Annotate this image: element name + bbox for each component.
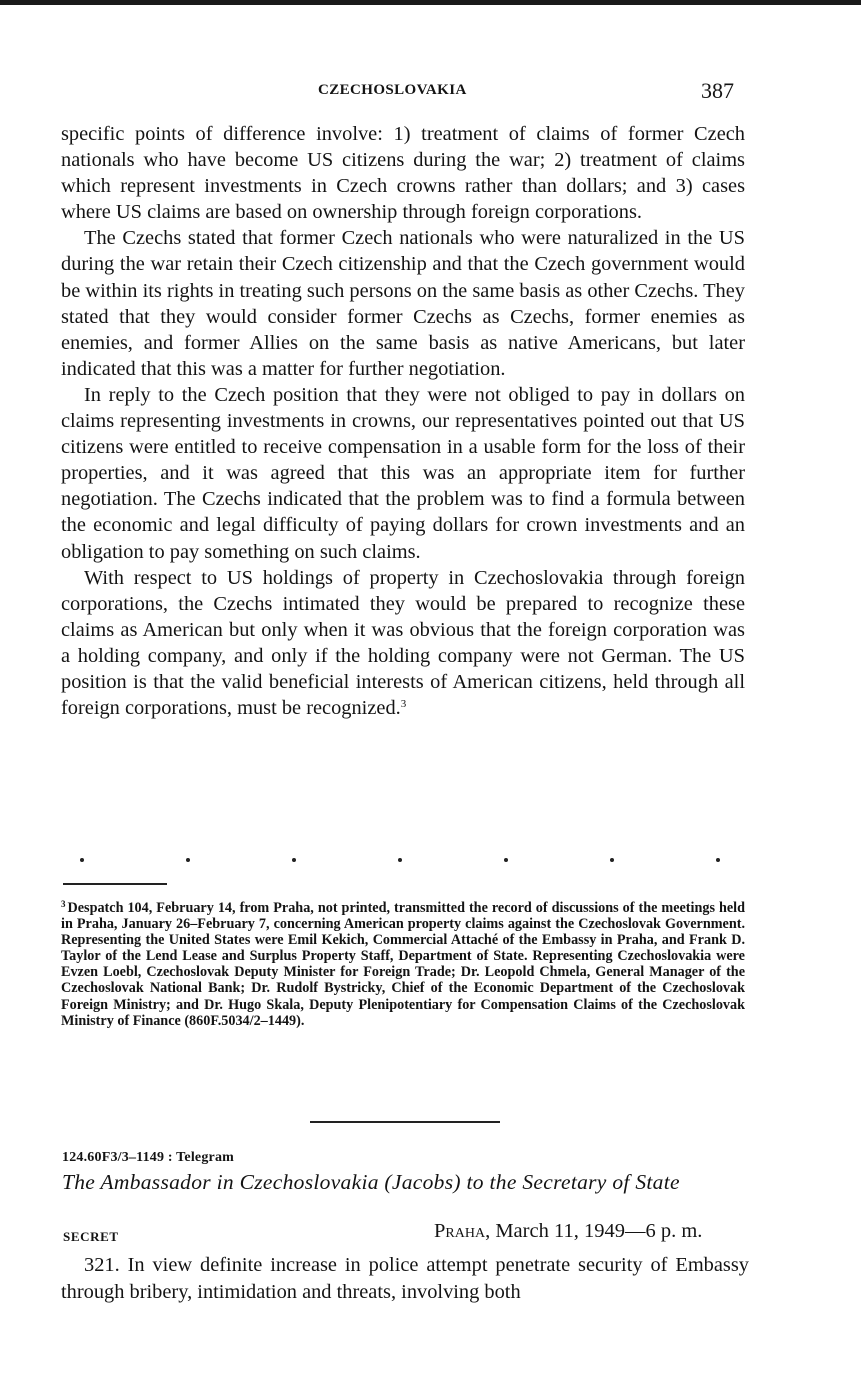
page-number: 387	[701, 78, 734, 103]
body-paragraph: In reply to the Czech position that they were not obliged to pay in dollars on claims representing investments in crowns, our representatives pointed out that US citizens were entitled to receive compensation in a usable form for the loss of their properties, and it was agreed that this was an appropriate item for further negotiation. The Czechs indicated that the problem was to find a formula between the economic and legal difficulty of paying dollars for crown investments and an obligation to pay something on such claims.	[61, 383, 745, 563]
file-reference: 124.60F3/3–1149 : Telegram	[62, 1150, 235, 1165]
dateline-date: , March 11, 1949—6 p. m.	[485, 1220, 703, 1242]
footnote-rule	[63, 883, 167, 885]
omission-dot	[504, 858, 508, 862]
omission-dot	[716, 858, 720, 862]
omission-dot	[80, 858, 84, 862]
footnote-marker: 3	[61, 899, 66, 909]
dateline	[434, 1220, 702, 1243]
top-border-line	[0, 0, 861, 5]
document-title: The Ambassador in Czechoslovakia (Jacobs) to the Secretary of State	[62, 1170, 680, 1194]
running-head	[0, 78, 861, 104]
section-divider	[310, 1121, 500, 1123]
omission-dot	[292, 858, 296, 862]
footnote-text: Despatch 104, February 14, from Praha, not printed, transmitted the record of discussions of the meetings held in Praha, January 26–February 7, concerning American property claims against the Czechoslovak Government. Representing the United States were Emil Kekich, Commercial Attaché of the Embassy in Praha, and Frank D. Taylor of the Lend Lease and Surplus Property Staff, Department of State. Representing Czechoslovakia were Evzen Loebl, Czechoslovak Deputy Minister for Foreign Trade; Dr. Leopold Chmela, General Manager of the Czechoslovak National Bank; Dr. Rudolf Bystricky, Chief of the Economic Department of the Czechoslovak Foreign Ministry; and Dr. Hugo Skala, Deputy Plenipotentiary for Compensation Claims of the Czechoslovak Ministry of Finance (860F.5034/2–1449).	[61, 900, 745, 1029]
body-paragraph: specific points of difference involve: 1) treatment of claims of former Czech nationals who have become US citizens during the war; 2) treatment of claims which represent investments in Czech crowns rather than dollars; and 3) cases where US claims are based on ownership through foreign corporations.	[61, 123, 745, 224]
body-text	[61, 121, 745, 721]
omission-dot	[398, 858, 402, 862]
omission-dot	[610, 858, 614, 862]
omission-dot	[186, 858, 190, 862]
body-paragraph-text: With respect to US holdings of property in Czechoslovakia through foreign corporations, the Czechs intimated they would be prepared to recognize these claims as American but only when it was obvious that the foreign corporation was a holding company, and only if the holding company were not German. The US position is that the valid beneficial interests of American citizens, held through all foreign corporations, must be recognized.	[61, 566, 745, 720]
omission-dots	[80, 858, 720, 862]
message-text: 321. In view definite increase in police attempt penetrate security of Embassy through bribery, intimidation and threats, involving both	[61, 1254, 749, 1303]
dateline-place: Praha	[434, 1220, 486, 1242]
classification-label: SECRET	[63, 1229, 119, 1244]
footnote	[61, 900, 745, 1029]
footnote-reference: 3	[400, 698, 407, 711]
running-title: CZECHOSLOVAKIA	[318, 82, 467, 98]
body-paragraph	[61, 565, 745, 722]
body-paragraph: The Czechs stated that former Czech nationals who were naturalized in the US during the war retain their Czech citizenship and that the Czech government would be within its rights in treating such persons on the same basis as other Czechs. They stated that they would consider former Czechs as Czechs, former enemies as enemies, and former Allies on the same basis as native Americans, but later indicated that this was a matter for further negotiation.	[61, 227, 745, 380]
